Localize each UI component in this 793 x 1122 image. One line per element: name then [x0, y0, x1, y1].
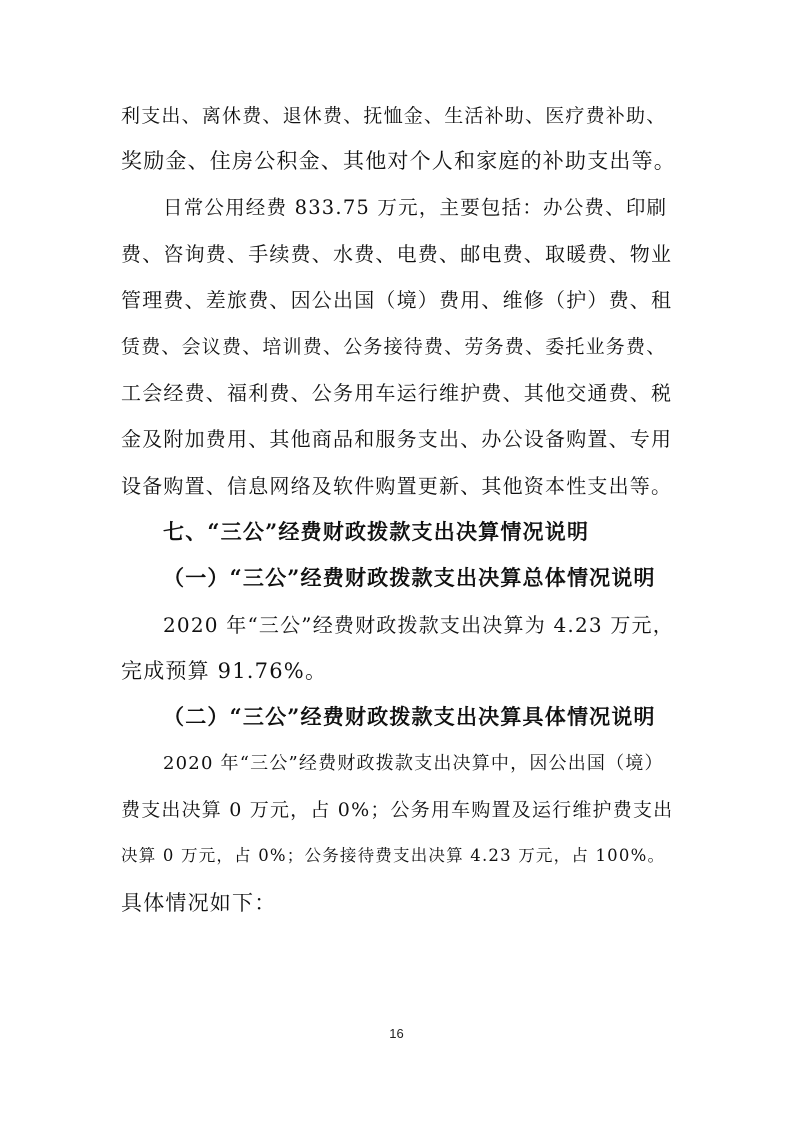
body-text-line: 金及附加费用、其他商品和服务支出、办公设备购置、专用	[121, 427, 673, 451]
body-text-line: 2020 年“三公”经费财政拨款支出决算为 4.23 万元，	[163, 613, 674, 637]
body-text-line: 奖励金、住房公积金、其他对个人和家庭的补助支出等。	[121, 149, 676, 173]
body-text-line: 2020 年“三公”经费财政拨款支出决算中，因公出国（境）	[163, 753, 664, 774]
body-text-line: 管理费、差旅费、因公出国（境）费用、维修（护）费、租	[121, 288, 673, 312]
body-text-line: 费支出决算 0 万元，占 0%；公务用车购置及运行维护费支出	[121, 799, 674, 821]
body-text-line: 工会经费、福利费、公务用车运行维护费、其他交通费、税	[121, 381, 673, 405]
subsection-heading: （二）“三公”经费财政拨款支出决算具体情况说明	[163, 704, 656, 729]
body-text-line: 设备购置、信息网络及软件购置更新、其他资本性支出等。	[121, 474, 673, 498]
body-text-line: 日常公用经费 833.75 万元，主要包括：办公费、印刷	[163, 196, 668, 219]
page-number: 16	[389, 1026, 404, 1041]
body-text-line: 具体情况如下：	[121, 891, 277, 915]
body-text-line: 费、咨询费、手续费、水费、电费、邮电费、取暖费、物业	[121, 242, 673, 266]
subsection-heading: （一）“三公”经费财政拨款支出决算总体情况说明	[163, 565, 656, 590]
body-text-line: 赁费、会议费、培训费、公务接待费、劳务费、委托业务费、	[121, 336, 667, 358]
body-text-line: 决算 0 万元，占 0%；公务接待费支出决算 4.23 万元，占 100%。	[121, 846, 666, 865]
body-text-line: 完成预算 91.76%。	[121, 659, 328, 683]
section-heading: 七、“三公”经费财政拨款支出决算情况说明	[163, 519, 590, 544]
body-text-line: 利支出、离休费、退休费、抚恤金、生活补助、医疗费补助、	[121, 105, 667, 127]
